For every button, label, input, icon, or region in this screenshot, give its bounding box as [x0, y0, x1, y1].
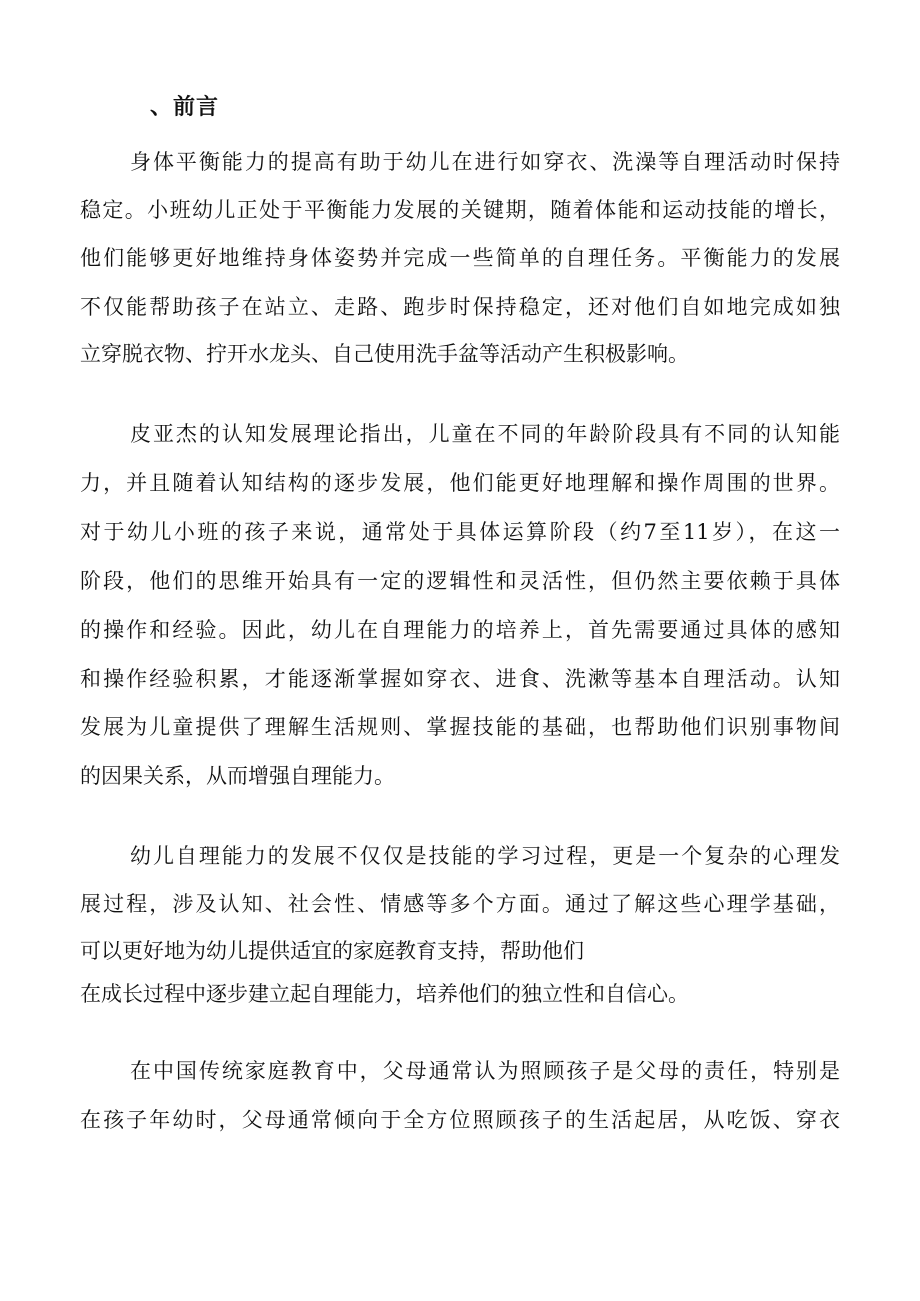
paragraph-line: 可以更好地为幼儿提供适宜的家庭教育支持，帮助他们 — [80, 939, 584, 963]
paragraph-line: 在孩子年幼时，父母通常倾向于全方位照顾孩子的生活起居，从吃饭、穿衣 — [80, 1108, 840, 1132]
paragraph-line: 皮亚杰的认知发展理论指出，儿童在不同的年龄阶段具有不同的认知能 — [130, 422, 840, 446]
paragraph-line: 在成长过程中逐步建立起自理能力，培养他们的独立性和自信心。 — [80, 982, 689, 1006]
paragraph-line: 的操作和经验。因此，幼儿在自理能力的培养上，首先需要通过具体的感知 — [80, 618, 840, 642]
paragraph-line: 身体平衡能力的提高有助于幼儿在进行如穿衣、洗澡等自理活动时保持 — [130, 150, 840, 174]
paragraph-line: 发展为儿童提供了理解生活规则、掌握技能的基础，也帮助他们识别事物间 — [80, 715, 840, 739]
paragraph-line: 幼儿自理能力的发展不仅仅是技能的学习过程，更是一个复杂的心理发 — [130, 844, 840, 868]
paragraph-line: 和操作经验积累，才能逐渐掌握如穿衣、进食、洗漱等基本自理活动。认知 — [80, 667, 840, 691]
section-heading: 、前言 — [150, 94, 220, 120]
paragraph-line: 不仅能帮助孩子在站立、走路、跑步时保持稳定，还对他们自如地完成如独 — [80, 295, 840, 319]
paragraph-line: 他们能够更好地维持身体姿势并完成一些简单的自理任务。平衡能力的发展 — [80, 246, 840, 270]
paragraph-line: 的因果关系，从而增强自理能力。 — [80, 764, 395, 788]
paragraph-line: 立穿脱衣物、拧开水龙头、自己使用洗手盆等活动产生积极影响。 — [80, 342, 689, 366]
paragraph-line: 对于幼儿小班的孩子来说，通常处于具体运算阶段（约7至11岁），在这一 — [80, 520, 840, 544]
paragraph-line: 力，并且随着认知结构的逐步发展，他们能更好地理解和操作周围的世界。 — [80, 471, 840, 495]
paragraph-line: 稳定。小班幼儿正处于平衡能力发展的关键期，随着体能和运动技能的增长， — [80, 198, 840, 222]
paragraph-line: 在中国传统家庭教育中，父母通常认为照顾孩子是父母的责任，特别是 — [130, 1059, 840, 1083]
paragraph-line: 展过程，涉及认知、社会性、情感等多个方面。通过了解这些心理学基础， — [80, 892, 840, 916]
paragraph-line: 阶段，他们的思维开始具有一定的逻辑性和灵活性，但仍然主要依赖于具体 — [80, 569, 840, 593]
